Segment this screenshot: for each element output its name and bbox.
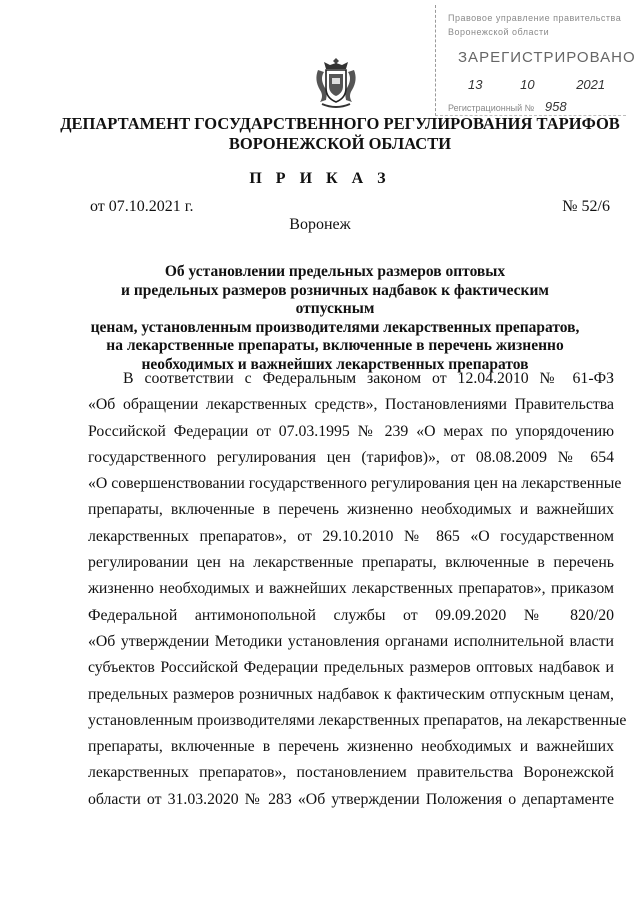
order-subject	[80, 263, 590, 374]
stamp-registered: ЗАРЕГИСТРИРОВАНО	[458, 49, 636, 66]
subject-line: необходимых и важнейших лекарственных препаратов	[141, 355, 529, 373]
stamp-reg-label: Регистрационный №	[448, 103, 535, 113]
body-line: Федеральной антимонопольной службы от 09.09.2020 № 820/20	[88, 606, 614, 624]
stamp-org-line2: Воронежской области	[448, 27, 550, 37]
stamp-reg-row	[448, 99, 623, 114]
stamp-day: 13	[468, 77, 483, 92]
body-line: лекарственных препаратов», от 29.10.2010 № 865 «О государственном	[88, 527, 614, 545]
department-line1: ДЕПАРТАМЕНТ ГОСУДАРСТВЕННОГО РЕГУЛИРОВАНИЯ ТАРИФОВ	[60, 114, 620, 133]
order-body	[88, 366, 627, 813]
subject-line: ценам, установленным производителями лекарственных препаратов,	[90, 318, 580, 336]
stamp-org-line1: Правовое управление правительства	[448, 13, 622, 23]
body-line: препараты, включенные в перечень жизненно необходимых и важнейших	[88, 738, 614, 756]
body-line: субъектов Российской Федерации предельных размеров оптовых надбавок и	[88, 659, 614, 677]
body-line: Российской Федерации от 07.03.1995 № 239 «О мерах по упорядочению	[88, 422, 614, 440]
body-line: жизненно необходимых и важнейших лекарственных препаратов», приказом	[88, 580, 614, 598]
subject-line: Об установлении предельных размеров оптовых	[164, 263, 506, 280]
stamp-date	[460, 77, 620, 92]
coat-of-arms-icon	[312, 52, 360, 110]
stamp-year: 2021	[576, 77, 606, 92]
body-line: области от 31.03.2020 № 283 «Об утверждении Положения о департаменте	[88, 790, 614, 808]
registration-stamp	[435, 5, 636, 116]
stamp-reg-number: 958	[544, 99, 567, 114]
body-line: «Об обращении лекарственных средств», Постановлениями Правительства	[88, 396, 614, 414]
body-line: «О совершенствовании государственного регулирования цен на лекарственные	[88, 475, 622, 493]
body-line: В соответствии с Федеральным законом от 12.04.2010 № 61-ФЗ	[123, 370, 614, 387]
order-title: П Р И К А З	[249, 170, 391, 187]
body-line: препараты, включенные в перечень жизненно необходимых и важнейших	[88, 501, 614, 519]
body-line: государственного регулирования цен (тарифов)», от 08.08.2009 № 654	[88, 448, 614, 466]
body-line: предельных размеров розничных надбавок к фактическим отпускным ценам,	[88, 685, 614, 703]
subject-line: на лекарственные препараты, включенные в перечень жизненно	[106, 337, 564, 354]
subject-line: и предельных размеров розничных надбавок к фактическим отпускным	[121, 281, 549, 317]
department-line2: ВОРОНЕЖСКОЙ ОБЛАСТИ	[228, 134, 452, 153]
department-name	[60, 114, 620, 154]
body-line: регулировании цен на лекарственные препараты, включенные в перечень	[88, 554, 614, 572]
order-date: от 07.10.2021 г.	[90, 198, 194, 215]
body-line: «Об утверждении Методики установления органами исполнительной власти	[88, 632, 614, 650]
order-number: № 52/6	[562, 198, 610, 215]
order-city: Воронеж	[289, 216, 351, 233]
body-line: лекарственных препаратов», постановлением правительства Воронежской	[88, 764, 614, 782]
stamp-month: 10	[520, 77, 535, 92]
body-line: установленным производителями лекарственных препаратов, на лекарственные	[88, 711, 627, 729]
